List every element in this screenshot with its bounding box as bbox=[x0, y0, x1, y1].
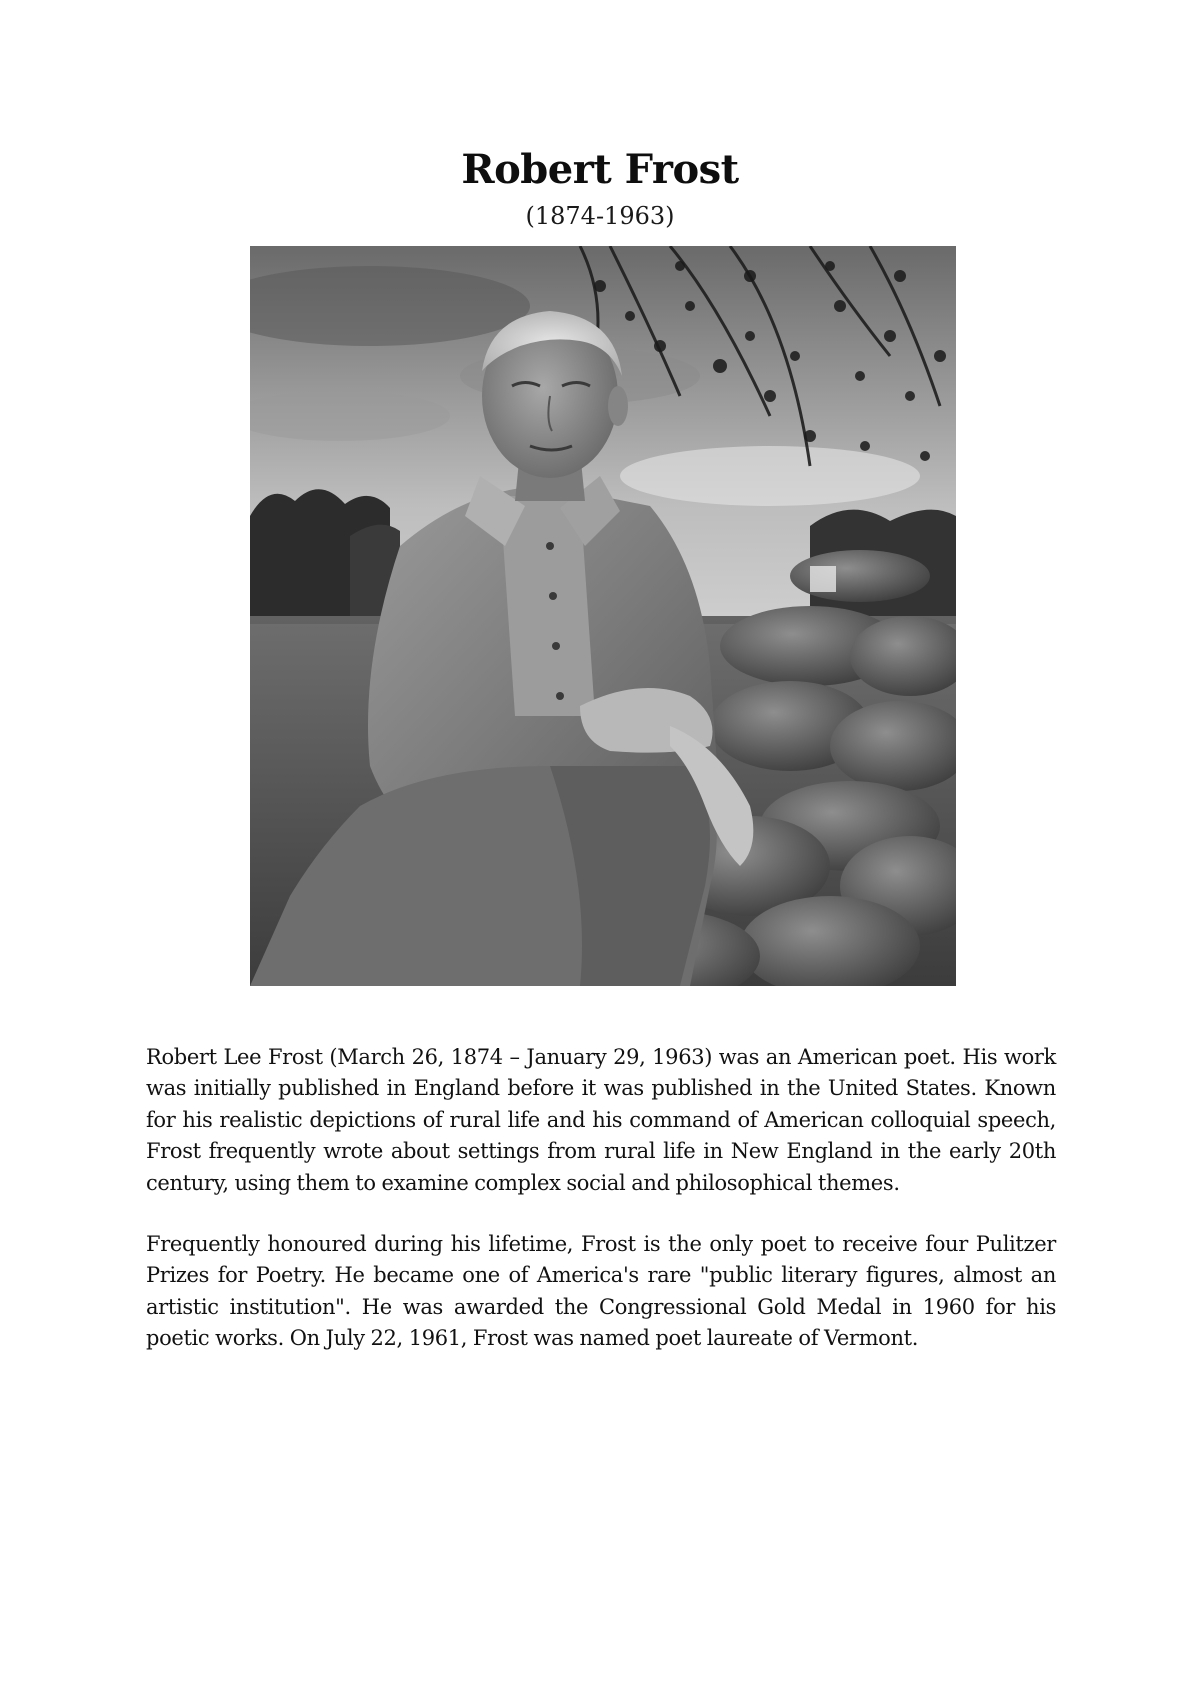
biography-paragraph: Frequently honoured during his lifetime, Frost is the only poet to receive four Pulitzer Prizes for Poetry. He became one of America's rare "public literary figures, almost an artistic institution". He was awarded the Congressional Gold Medal in 1960 for his poetic works. On July 22, 1961, Frost was named poet laureate of Vermont. bbox=[146, 1232, 1056, 1351]
biography-paragraph: Robert Lee Frost (March 26, 1874 – January 29, 1963) was an American poet. His work was initially published in England before it was published in the United States. Known for his realistic depictions of rural life and his command of American colloquial speech, Frost frequently wrote about settings from rural life in New England in the early 20th century, using them to examine complex social and philosophical themes. bbox=[146, 1045, 1056, 1195]
biography bbox=[146, 1042, 1056, 1385]
page-title: Robert Frost bbox=[461, 146, 739, 193]
portrait-photo bbox=[250, 246, 956, 986]
life-dates: (1874-1963) bbox=[525, 202, 675, 230]
